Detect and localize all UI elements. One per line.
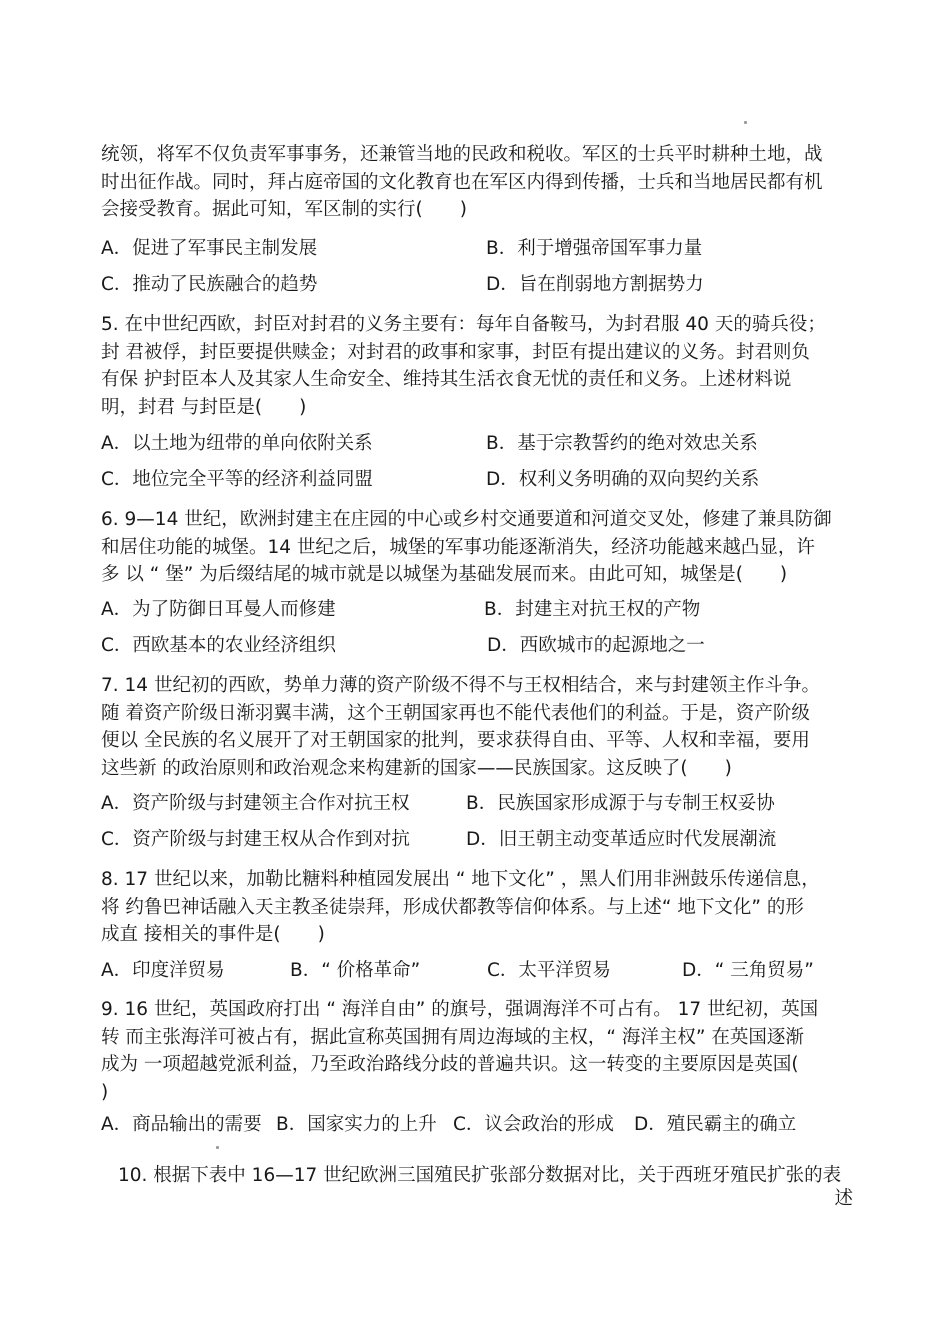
q7-option-c[interactable]: C．资产阶级与封建王权从合作到对抗: [101, 829, 410, 850]
q5-stem: [101, 311, 853, 421]
q10-stem: [118, 1164, 853, 1210]
q8-option-d[interactable]: D．“ 三角贸易”: [682, 960, 814, 981]
q7-stem: [101, 672, 853, 782]
q8-line: 将 约鲁巴神话融入天主教圣徒崇拜，形成伏都教等信仰体系。与上述“ 地下文化” 的形: [101, 896, 804, 918]
q8-line: 成直 接相关的事件是( ): [101, 924, 325, 945]
q9-line: 9. 16 世纪，英国政府打出 “ 海洋自由” 的旗号，强调海洋不可占有。 17 世纪初，英国: [101, 999, 819, 1020]
q6-line: 和居住功能的城堡。14 世纪之后，城堡的军事功能逐渐消失，经济功能越来越凸显，许: [101, 536, 815, 558]
q4-option-a[interactable]: A．促进了军事民主制发展: [101, 238, 318, 259]
q7-option-d[interactable]: D．旧王朝主动变革适应时代发展潮流: [466, 829, 777, 850]
q4-stem: [101, 141, 853, 224]
q9-option-c[interactable]: C．议会政治的形成: [453, 1114, 614, 1135]
q6-line: 6. 9—14 世纪，欧洲封建主在庄园的中心或乡村交通要道和河道交叉处，修建了兼具防御: [101, 509, 832, 530]
q6-option-c[interactable]: C．西欧基本的农业经济组织: [101, 635, 336, 656]
q8-line: 8. 17 世纪以来，加勒比糖料种植园发展出 “ 地下文化” ，黑人们用非洲鼓乐传递信息，: [101, 869, 820, 890]
q4-line: 时出征作战。同时，拜占庭帝国的文化教育也在军区内得到传播，士兵和当地居民都有机: [101, 171, 823, 193]
q5-line: 封 君被俘，封臣要提供赎金；对封君的政事和家事，封臣有提出建议的义务。封君则负: [101, 341, 810, 363]
scan-speck: [744, 121, 747, 124]
q10-line-end: 述: [834, 1188, 853, 1209]
q7-line: 7. 14 世纪初的西欧，势单力薄的资产阶级不得不与王权相结合，来与封建领主作斗争。: [101, 675, 820, 696]
q8-option-c[interactable]: C．太平洋贸易: [487, 960, 611, 981]
q5-option-b[interactable]: B．基于宗教誓约的绝对效忠关系: [486, 433, 758, 454]
q9-option-b[interactable]: B．国家实力的上升: [276, 1114, 437, 1135]
q7-line: 随 着资产阶级日渐羽翼丰满，这个王朝国家再也不能代表他们的利益。于是，资产阶级: [101, 702, 810, 724]
q8-option-a[interactable]: A．印度洋贸易: [101, 960, 225, 981]
q4-line: 会接受教育。据此可知，军区制的实行( ): [101, 199, 467, 220]
q9-line: 成为 一项超越党派利益，乃至政治路线分歧的普遍共识。这一转变的主要原因是英国(: [101, 1054, 799, 1075]
scan-speck: [216, 1146, 219, 1149]
q5-line: 有保 护封臣本人及其家人生命安全、维持其生活衣食无忧的责任和义务。上述材料说: [101, 369, 792, 390]
q7-option-a[interactable]: A．资产阶级与封建领主合作对抗王权: [101, 793, 410, 814]
q4-option-c[interactable]: C．推动了民族融合的趋势: [101, 274, 318, 295]
q4-option-b[interactable]: B．利于增强帝国军事力量: [486, 238, 703, 259]
q8-stem: [101, 866, 853, 949]
q7-option-b[interactable]: B．民族国家形成源于与专制王权妥协: [466, 793, 775, 814]
q7-line: 便以 全民族的名义展开了对王朝国家的批判，要求获得自由、平等、人权和幸福，要用: [101, 730, 810, 751]
q6-line: 多 以 “ 堡” 为后缀结尾的城市就是以城堡为基础发展而来。由此可知，城堡是( ): [101, 564, 788, 585]
q6-option-d[interactable]: D．西欧城市的起源地之一: [487, 635, 705, 656]
q8-option-b[interactable]: B．“ 价格革命”: [290, 960, 421, 981]
q4-option-d[interactable]: D．旨在削弱地方割据势力: [486, 274, 704, 295]
q5-line: 明，封君 与封臣是( ): [101, 396, 307, 418]
q5-option-d[interactable]: D．权利义务明确的双向契约关系: [486, 469, 760, 490]
q6-option-b[interactable]: B．封建主对抗王权的产物: [484, 599, 701, 620]
q4-line: 统领，将军不仅负责军事事务，还兼管当地的民政和税收。军区的士兵平时耕种土地，战: [101, 144, 823, 165]
q9-line: 转 而主张海洋可被占有，据此宣称英国拥有周边海域的主权，“ 海洋主权” 在英国逐渐: [101, 1026, 804, 1048]
q9-option-a[interactable]: A．商品输出的需要: [101, 1114, 262, 1135]
q9-option-d[interactable]: D．殖民霸主的确立: [634, 1114, 797, 1135]
q9-stem: [101, 996, 853, 1106]
q6-stem: [101, 506, 853, 589]
q5-line: 5. 在中世纪西欧，封臣对封君的义务主要有：每年自备鞍马，为封君服 40 天的骑兵役；: [101, 314, 826, 335]
q6-option-a[interactable]: A．为了防御日耳曼人而修建: [101, 599, 336, 620]
q9-line: ): [101, 1081, 109, 1103]
q7-line: 这些新 的政治原则和政治观念来构建新的国家——民族国家。这反映了( ): [101, 757, 732, 779]
q10-line: 10. 根据下表中 16—17 世纪欧洲三国殖民扩张部分数据对比，关于西班牙殖民扩张的表: [118, 1165, 842, 1186]
q5-option-a[interactable]: A．以土地为纽带的单向依附关系: [101, 433, 373, 454]
q5-option-c[interactable]: C．地位完全平等的经济利益同盟: [101, 469, 373, 490]
